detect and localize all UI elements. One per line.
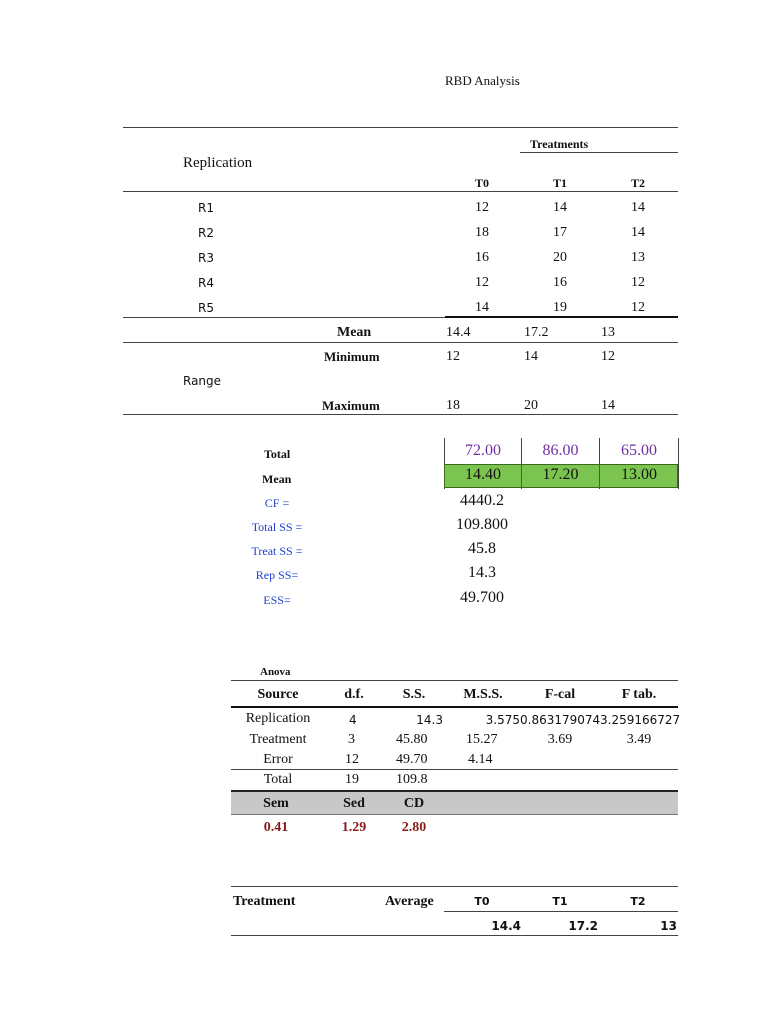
anova-top-border <box>231 680 678 681</box>
total-label: Total <box>264 447 291 461</box>
anova-ss-treatment: 45.80 <box>396 732 428 747</box>
total-t0: 72.00 <box>465 442 501 459</box>
cell-r5-t0: 14 <box>475 300 489 315</box>
mean-band-t0: 14.40 <box>465 466 501 483</box>
page-title: RBD Analysis <box>445 73 520 88</box>
anova-ftab-treatment: 3.49 <box>626 732 652 747</box>
total-ss-label: Total SS = <box>251 520 303 534</box>
sed-header: Sed <box>343 796 365 811</box>
anova-header-df: d.f. <box>344 687 364 702</box>
minimum-t1: 14 <box>524 349 538 364</box>
header-bottom-border <box>123 191 678 192</box>
sed-value: 1.29 <box>341 820 367 835</box>
replication-header: Replication <box>183 155 253 171</box>
anova-ss-total: 109.8 <box>396 772 428 787</box>
sem-header: Sem <box>263 796 289 811</box>
maximum-t2: 14 <box>601 398 615 413</box>
cell-r1-t1: 14 <box>553 200 567 215</box>
mean-bottom-border <box>123 342 678 343</box>
cell-r5-t1: 19 <box>553 300 567 315</box>
total-t1: 86.00 <box>542 442 579 459</box>
anova-header-ftab: F tab. <box>621 687 657 702</box>
anova-title: Anova <box>260 666 291 678</box>
anova-header-border <box>231 706 678 708</box>
header-t0: T0 <box>474 176 489 190</box>
anova-df-error: 12 <box>345 752 359 767</box>
cell-r2-t1: 17 <box>553 225 567 240</box>
rows-bottom-border-thick <box>445 316 678 318</box>
treatments-header: Treatments <box>530 137 589 151</box>
header-t1: T1 <box>552 176 567 190</box>
ess-value: 49.700 <box>460 589 504 606</box>
anova-ss-error: 49.70 <box>396 752 428 767</box>
maximum-label: Maximum <box>322 398 380 413</box>
ess-label: ESS= <box>263 593 291 607</box>
average-header-t2: T2 <box>630 895 646 908</box>
anova-ftab-replication: 3.259166727 <box>600 713 681 727</box>
cell-r1-t0: 12 <box>475 200 489 215</box>
rows-bottom-border <box>123 317 445 318</box>
mean-band-t2: 13.00 <box>621 466 657 483</box>
cell-r4-t0: 12 <box>475 275 489 290</box>
anova-header-fcal: F-cal <box>544 687 576 702</box>
anova-source-error: Error <box>263 752 293 767</box>
table-bottom-border <box>123 414 678 415</box>
anova-source-treatment: Treatment <box>249 732 307 747</box>
cell-r4-t1: 16 <box>553 275 567 290</box>
minimum-label: Minimum <box>324 349 380 364</box>
cd-header: CD <box>403 796 425 811</box>
average-t1: 17.2 <box>568 919 598 933</box>
maximum-t1: 20 <box>524 398 538 413</box>
maximum-t0: 18 <box>446 398 460 413</box>
cf-label: CF = <box>264 496 290 510</box>
table-top-border <box>123 127 678 128</box>
mean-band-t1: 17.20 <box>542 466 579 483</box>
anova-df-total: 19 <box>345 772 359 787</box>
summary-mean-label: Mean <box>262 472 292 486</box>
anova-header-mss: M.S.S. <box>463 687 503 702</box>
sem-value: 0.41 <box>263 820 289 835</box>
row-label-r4: R4 <box>198 276 214 290</box>
average-label: Average <box>385 894 434 909</box>
average-header-border <box>444 911 678 912</box>
minimum-t2: 12 <box>601 349 615 364</box>
anova-source-replication: Replication <box>245 711 311 726</box>
cell-r3-t0: 16 <box>475 250 489 265</box>
anova-df-replication: 4 <box>349 713 357 727</box>
anova-error-border <box>231 769 678 770</box>
anova-df-treatment: 3 <box>348 732 355 747</box>
treatments-underline <box>520 152 678 153</box>
average-top-border <box>231 886 678 887</box>
anova-fcal-treatment: 3.69 <box>547 732 573 747</box>
average-t2: 13 <box>660 919 677 933</box>
row-label-r5: R5 <box>198 301 214 315</box>
total-cell-divider-3 <box>678 438 679 489</box>
range-label: Range <box>183 374 222 388</box>
mean-t0: 14.4 <box>446 325 471 340</box>
anova-header-ss: S.S. <box>402 687 426 702</box>
cell-r1-t2: 14 <box>631 200 645 215</box>
treat-ss-value: 45.8 <box>468 540 496 557</box>
average-treatment-label: Treatment <box>233 894 296 909</box>
anova-ss-replication: 14.3 <box>416 713 443 727</box>
rep-ss-label: Rep SS= <box>255 568 299 582</box>
total-ss-value: 109.800 <box>456 516 508 533</box>
anova-mss-replication: 3.575 <box>485 713 520 727</box>
anova-source-total: Total <box>263 772 293 787</box>
row-label-r1: R1 <box>198 201 214 215</box>
cell-r2-t0: 18 <box>475 225 489 240</box>
mean-t2: 13 <box>601 325 615 340</box>
cell-r3-t1: 20 <box>553 250 567 265</box>
cf-value: 4440.2 <box>460 492 504 509</box>
mean-label: Mean <box>337 325 372 340</box>
minimum-t0: 12 <box>446 349 460 364</box>
cell-r4-t2: 12 <box>631 275 645 290</box>
mean-t1: 17.2 <box>524 325 549 340</box>
average-bottom-border <box>231 935 678 936</box>
header-t2: T2 <box>630 176 645 190</box>
row-label-r3: R3 <box>198 251 214 265</box>
anova-mss-treatment: 15.27 <box>466 732 498 747</box>
anova-header-source: Source <box>257 687 299 702</box>
rep-ss-value: 14.3 <box>468 564 496 581</box>
total-t2: 65.00 <box>621 442 657 459</box>
anova-fcal-replication: 0.863179074 <box>520 713 601 727</box>
cell-r3-t2: 13 <box>631 250 645 265</box>
cell-r2-t2: 14 <box>631 225 645 240</box>
anova-mss-error: 4.14 <box>468 752 493 767</box>
row-label-r2: R2 <box>198 226 214 240</box>
cell-r5-t2: 12 <box>631 300 645 315</box>
cd-value: 2.80 <box>401 820 427 835</box>
average-header-t1: T1 <box>552 895 568 908</box>
average-header-t0: T0 <box>474 895 490 908</box>
treat-ss-label: Treat SS = <box>251 544 303 558</box>
average-t0: 14.4 <box>491 919 521 933</box>
